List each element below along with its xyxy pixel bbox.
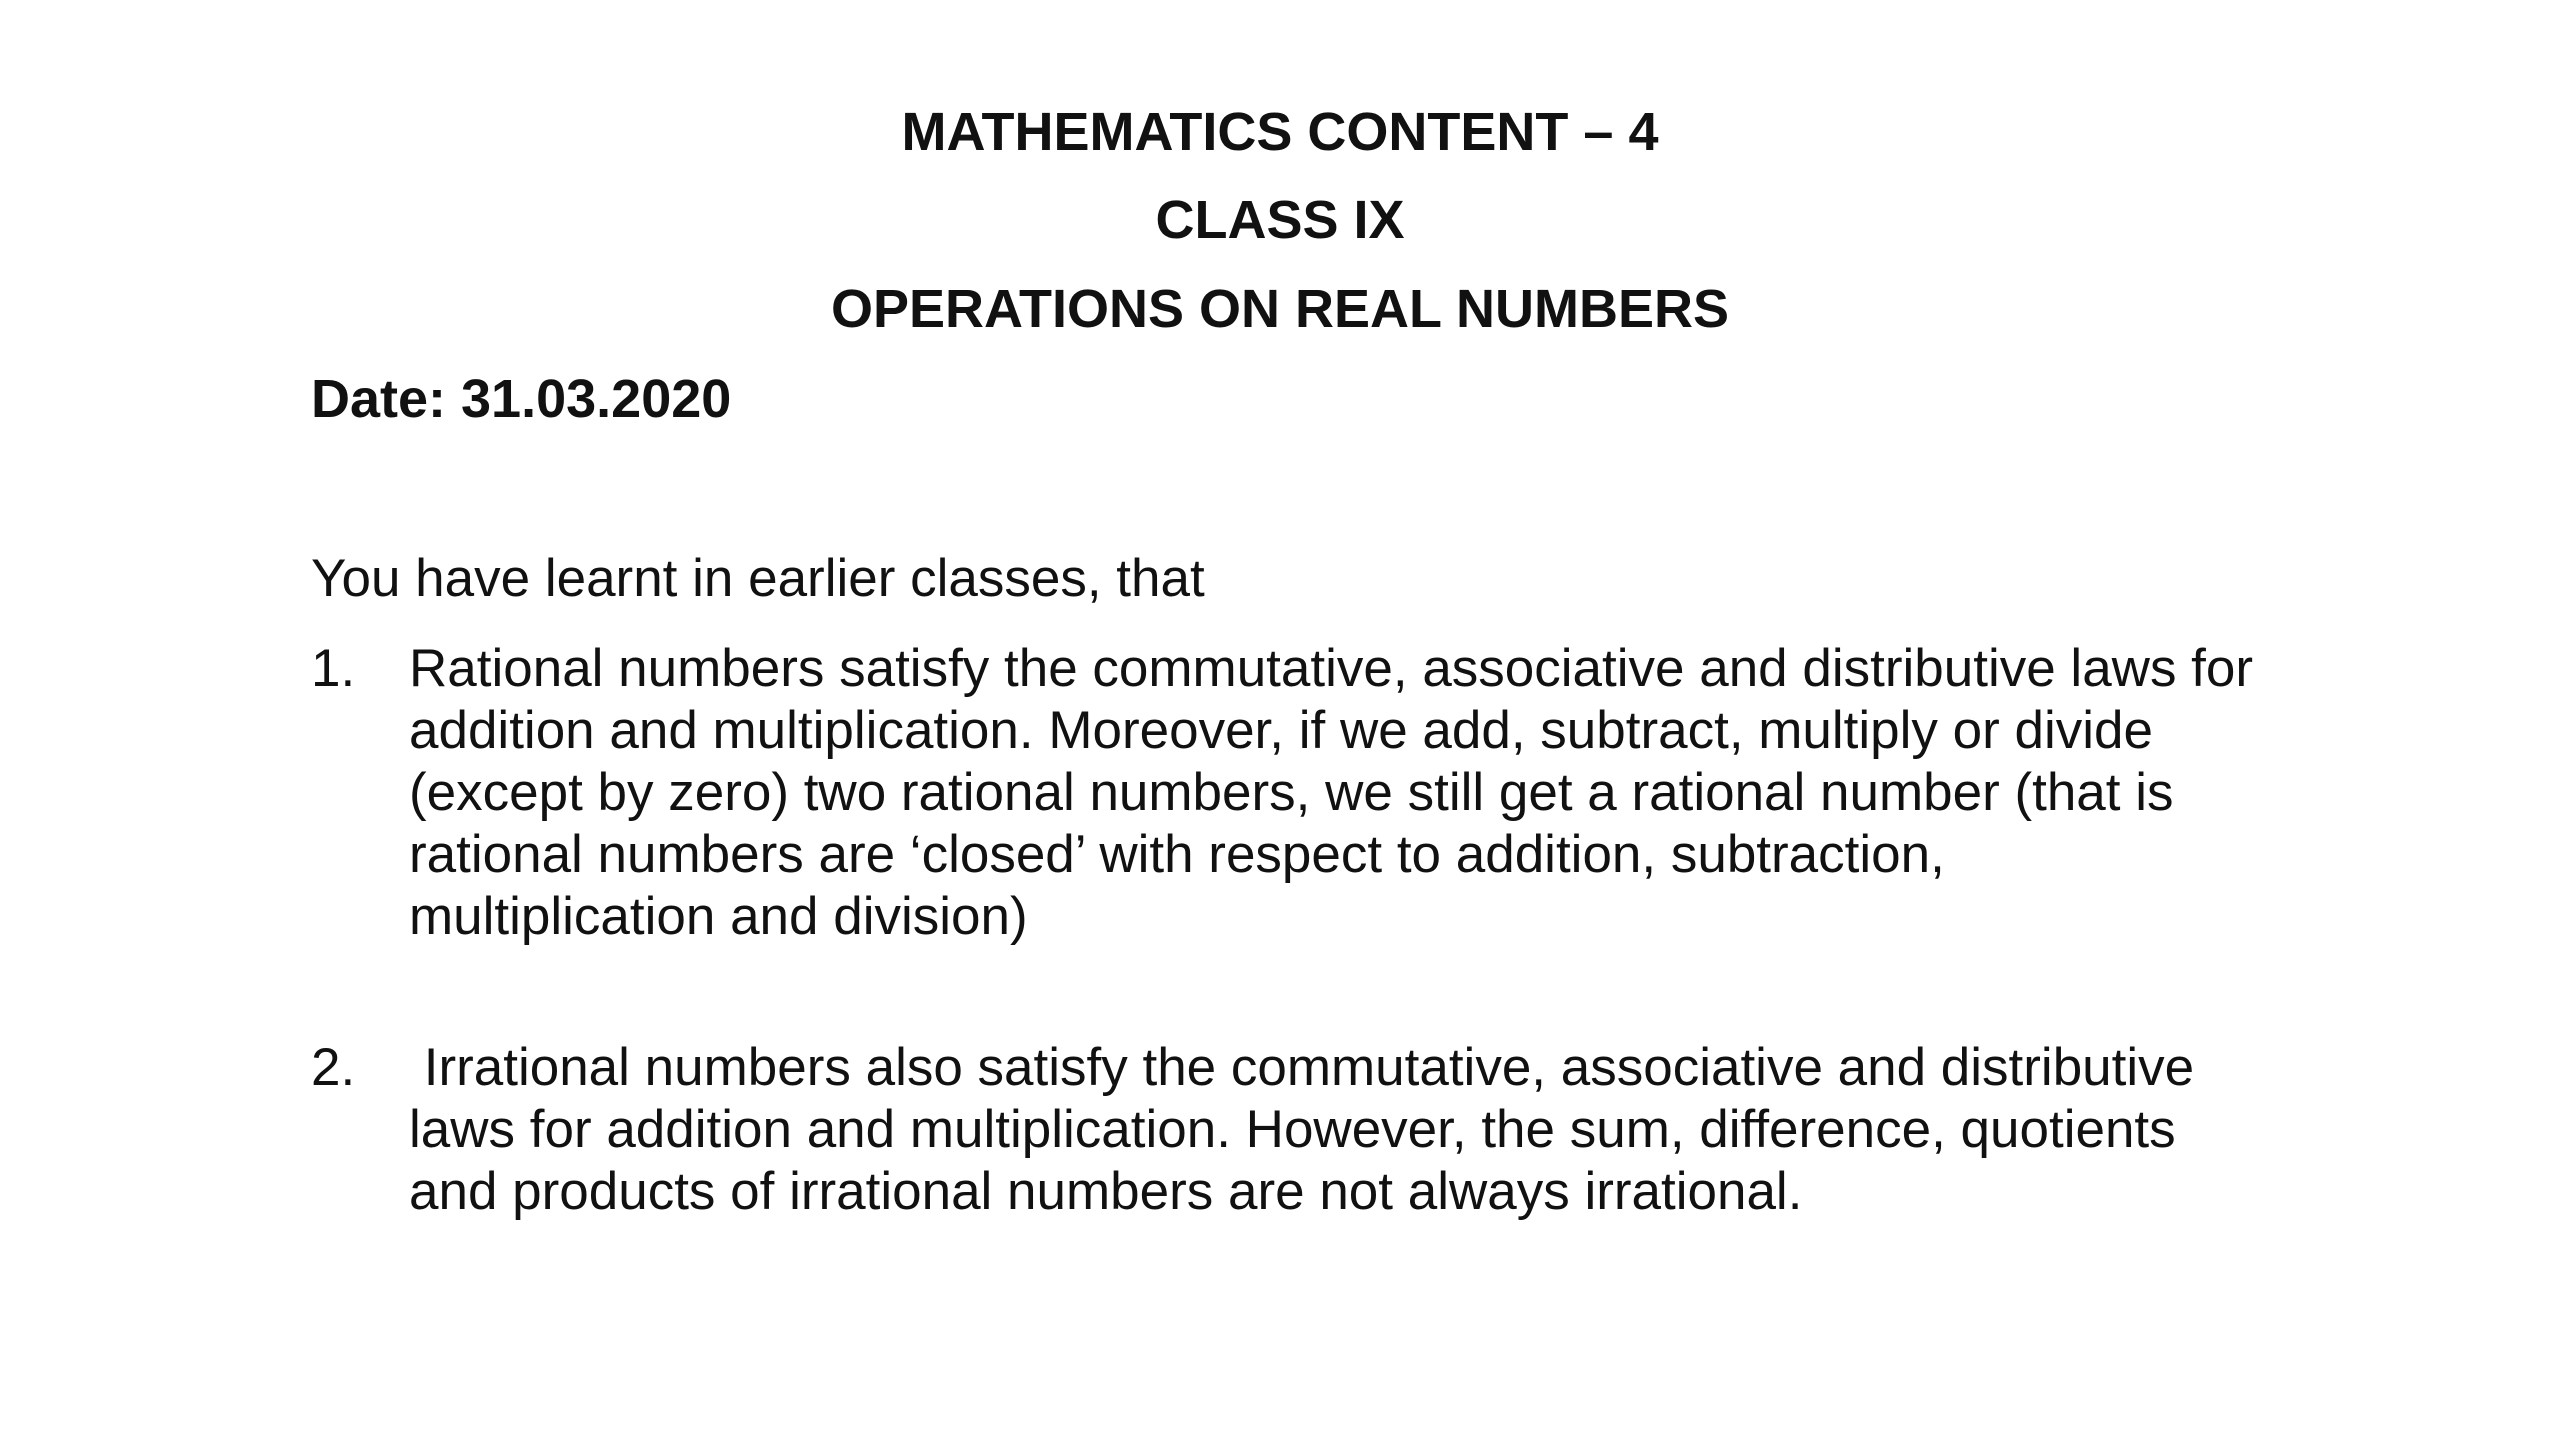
intro-text: You have learnt in earlier classes, that xyxy=(311,549,1205,608)
list-item-2 xyxy=(311,1037,2261,1223)
date-label: Date: 31.03.2020 xyxy=(311,369,732,429)
list-item-number: 2. xyxy=(311,1038,356,1097)
list-item-1 xyxy=(311,638,2268,948)
title-line-3: OPERATIONS ON REAL NUMBERS xyxy=(830,279,1730,339)
list-item-number: 1. xyxy=(311,639,356,698)
list-item-text: Rational numbers satisfy the commutative, associative and distributive laws for addition and multiplication. Moreover, if we add, subtract, multiply or divide (except by zero) two rational numbers, we still get a rational number (that is rational numbers are ‘closed’ with respect to addition, subtraction, multiplication and division) xyxy=(409,639,2268,946)
list-item-text: Irrational numbers also satisfy the commutative, associative and distributive laws for addition and multiplication. However, the sum, difference, quotients and products of irrational numbers are not always irrational. xyxy=(409,1038,2209,1221)
title-line-2: CLASS IX xyxy=(1155,190,1405,250)
title-line-1: MATHEMATICS CONTENT – 4 xyxy=(901,102,1659,162)
